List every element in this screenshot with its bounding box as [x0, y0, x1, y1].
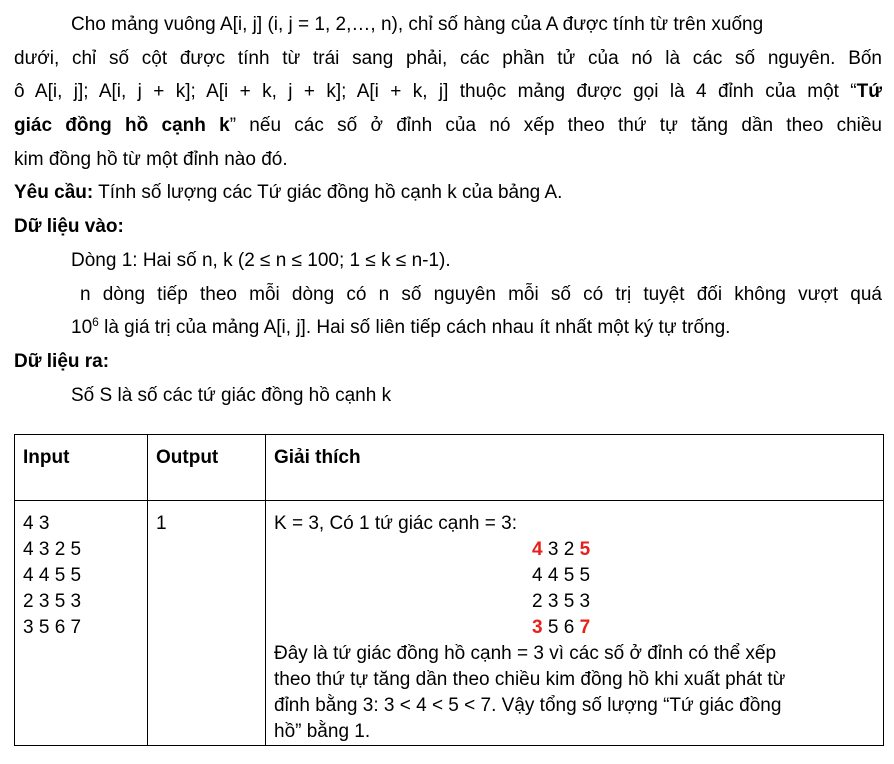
output-cell — [148, 501, 266, 746]
table-header-row — [15, 435, 884, 501]
statement-line — [14, 143, 882, 177]
input-line — [14, 311, 882, 345]
requirement-text: Tính số lượng các Tứ giác đồng hồ cạnh k của bảng A. — [93, 182, 563, 204]
output-heading — [14, 345, 882, 379]
statement-text: ” nếu các số ở đỉnh của nó xếp theo thứ tự tăng dần theo chiều — [229, 115, 882, 137]
statement-line — [14, 109, 882, 143]
input-text: 10 — [71, 317, 93, 339]
input-value: 4 3 2 5 — [23, 539, 82, 560]
input-cell — [15, 501, 148, 746]
exponent: 6 — [92, 315, 99, 330]
input-value: 4 4 5 5 — [23, 565, 82, 586]
requirement — [14, 176, 882, 210]
header-explanation: Giải thích — [266, 435, 884, 501]
matrix-row: 4 4 5 5 — [532, 565, 591, 586]
sample-table — [14, 434, 884, 746]
statement-text: dưới, chỉ số cột được tính từ trái sang phải, các phần tử của nó là các số nguyên. Bốn — [14, 47, 882, 69]
explanation-cell — [266, 501, 884, 746]
matrix-row: 2 3 5 3 — [532, 591, 591, 612]
statement-line — [14, 75, 882, 109]
explanation-line: Đây là tứ giác đồng hồ cạnh = 3 vì các số ở đỉnh có thể xếp — [274, 643, 777, 664]
input-text: là giá trị của mảng A[i, j]. Hai số liên tiếp cách nhau ít nhất một ký tự trống. — [98, 317, 731, 339]
corner-value: 7 — [579, 617, 591, 638]
term-bold: giác đồng hồ cạnh k — [14, 115, 230, 137]
input-heading — [14, 210, 882, 244]
explanation-line: theo thứ tự tăng dần theo chiều kim đồng hồ khi xuất phát từ — [274, 669, 786, 690]
corner-value: 3 — [532, 617, 543, 638]
corner-value: 5 — [579, 539, 591, 560]
problem-statement — [14, 8, 882, 412]
explanation-line: đỉnh bằng 3: 3 < 4 < 5 < 7. Vậy tổng số lượng “Tứ giác đồng — [274, 695, 782, 716]
input-label: Dữ liệu vào: — [14, 216, 124, 238]
matrix-value: 3 2 — [542, 539, 580, 560]
matrix-row — [274, 537, 875, 563]
statement-text: ô A[i, j]; A[i, j + k]; A[i + k, j + k]; A[i + k, j] thuộc mảng được gọi là 4 đỉnh của một “ — [14, 81, 857, 103]
statement-line — [14, 42, 882, 76]
term-bold: Tứ — [856, 81, 882, 103]
input-line — [14, 244, 882, 278]
table-row — [15, 501, 884, 746]
explanation-line: hồ” bằng 1. — [274, 721, 371, 742]
statement-text: Cho mảng vuông A[i, j] (i, j = 1, 2,…, n), chỉ số hàng của A được tính từ trên xuống — [71, 14, 764, 35]
output-label: Dữ liệu ra: — [14, 350, 110, 372]
input-value: 2 3 5 3 — [23, 591, 82, 612]
requirement-label: Yêu cầu: — [14, 182, 94, 204]
header-output: Output — [148, 435, 266, 501]
statement-line — [14, 8, 882, 42]
input-text: Dòng 1: Hai số n, k (2 ≤ n ≤ 100; 1 ≤ k ≤ n-1). — [71, 249, 451, 271]
output-line — [14, 379, 882, 413]
header-input: Input — [15, 435, 148, 501]
explanation-intro: K = 3, Có 1 tứ giác cạnh = 3: — [274, 513, 517, 534]
output-text: Số S là số các tứ giác đồng hồ cạnh k — [71, 384, 392, 406]
input-line — [14, 278, 882, 312]
matrix-row — [274, 615, 875, 641]
matrix-value: 5 6 — [542, 617, 580, 638]
corner-value: 4 — [532, 539, 543, 560]
statement-text: kim đồng hồ từ một đỉnh nào đó. — [14, 148, 288, 170]
input-value: 4 3 — [23, 513, 50, 534]
input-value: 3 5 6 7 — [23, 617, 82, 638]
output-value: 1 — [156, 513, 167, 534]
input-text: n dòng tiếp theo mỗi dòng có n số nguyên mỗi số có trị tuyệt đối không vượt quá — [80, 283, 882, 305]
